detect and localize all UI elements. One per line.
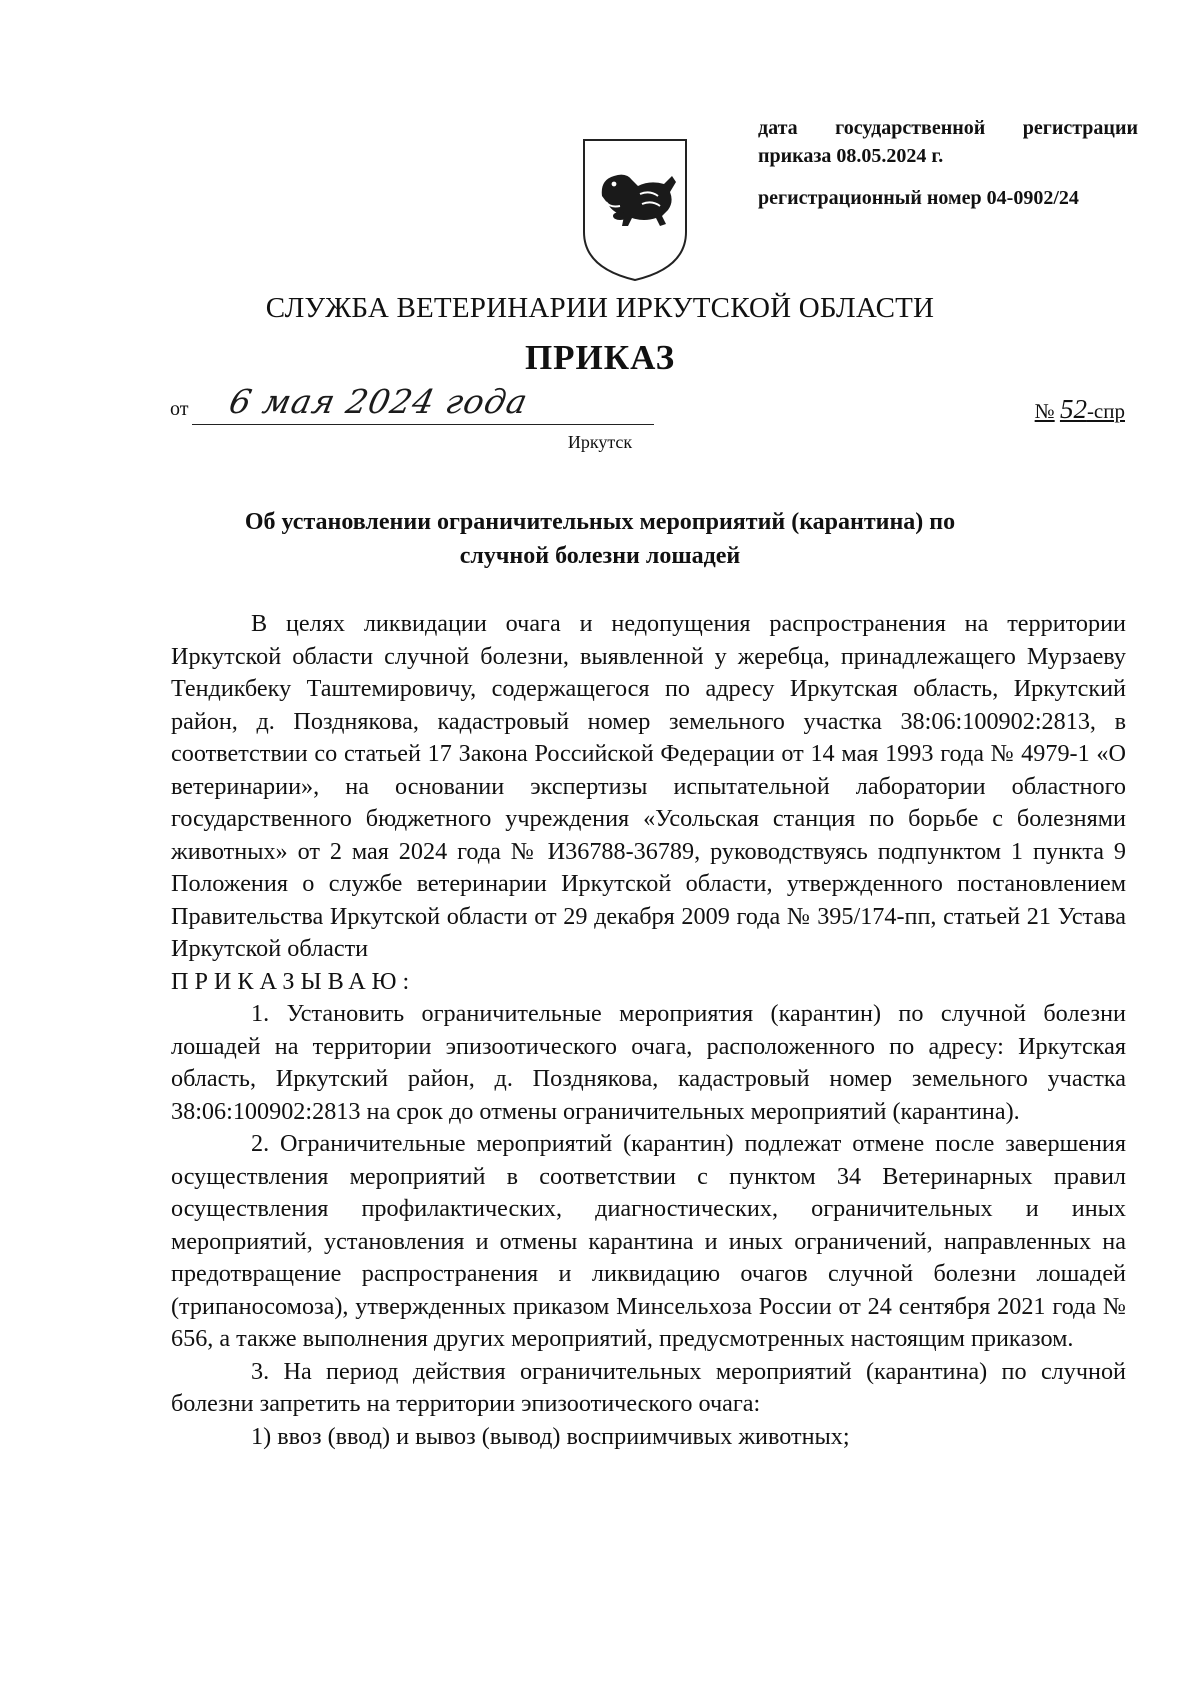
registration-stamp	[758, 114, 1138, 212]
document-number	[1035, 394, 1125, 425]
order-item-3-sub-1: 1) ввоз (ввод) и вывоз (вывод) восприимчивых животных;	[251, 1422, 850, 1450]
order-item-1: 1. Установить ограничительные мероприятия (карантин) по случной болезни лошадей на территории эпизоотического очага, расположенного по адресу: Иркутская область, Иркутский район, д. Позднякова, кадастровый номер земельного участка 38:06:100902:2813 на срок до отмены ограничительных мероприятий (карантина).	[171, 1000, 1126, 1125]
registration-line-1	[758, 114, 1138, 142]
from-label: от	[170, 398, 189, 420]
order-item-3: 3. На период действия ограничительных мероприятий (карантина) по случной болезни запретить на территории эпизоотического очага:	[171, 1357, 1126, 1417]
irkutsk-coat-of-arms-icon	[580, 136, 690, 284]
city-name: Иркутск	[567, 432, 633, 452]
subject-line-2: случной болезни лошадей	[459, 543, 741, 569]
organization-name: СЛУЖБА ВЕТЕРИНАРИИ ИРКУТСКОЙ ОБЛАСТИ	[265, 292, 935, 324]
number-suffix: -спр	[1086, 399, 1125, 423]
registration-word-2: государственной	[835, 117, 986, 139]
subject-line-1: Об установлении ограничительных мероприятий (карантина) по	[244, 509, 956, 535]
handwritten-date: 6 мая 2024 года	[225, 382, 532, 421]
registration-word-1: дата	[758, 117, 798, 139]
date-underline	[192, 424, 654, 425]
number-sign: №	[1034, 399, 1055, 423]
order-word: ПРИКАЗЫВАЮ:	[171, 967, 416, 995]
order-subject	[160, 505, 1040, 573]
registration-date: приказа 08.05.2024 г.	[758, 145, 944, 167]
preamble-paragraph: В целях ликвидации очага и недопущения распространения на территории Иркутской области случной болезни, выявленной у жеребца, принадлежащего Мурзаеву Тендикбеку Таштемировичу, содержащегося по адресу Иркутская область, Иркутский район, д. Позднякова, кадастровый номер земельного участка 38:06:100902:2813, в соответствии со статьей 17 Закона Российской Федерации от 14 мая 1993 года № 4979-1 «О ветеринарии», на основании экспертизы испытательной лаборатории областного государственного бюджетного учреждения «Усольская станция по борьбе с болезнями животных» от 2 мая 2024 года № И36788-36789, руководствуясь подпунктом 1 пункта 9 Положения о службе ветеринарии Иркутской области, утвержденного постановлением Правительства Иркутской области от 29 декабря 2009 года № 395/174-пп, статьей 21 Устава Иркутской области	[171, 610, 1126, 962]
order-item-2: 2. Ограничительные мероприятий (карантин) подлежат отмене после завершения осуществления мероприятий в соответствии с пунктом 34 Ветеринарных правил осуществления профилактических, диагностических, ограничительных и иных мероприятий, установления и отмены карантина и иных ограничений, направленных на предотвращение распространения и ликвидацию очагов случной болезни лошадей (трипаносомоза), утвержденных приказом Минсельхоза России от 24 сентября 2021 года № 656, а также выполнения других мероприятий, предусмотренных настоящим приказом.	[171, 1130, 1126, 1352]
date-number-line	[170, 382, 1125, 438]
registration-number: регистрационный номер 04-0902/24	[758, 187, 1079, 209]
handwritten-number: 52	[1059, 394, 1087, 424]
registration-word-3: регистрации	[1022, 117, 1138, 139]
document-title: ПРИКАЗ	[524, 338, 676, 377]
order-body	[171, 608, 1126, 1453]
